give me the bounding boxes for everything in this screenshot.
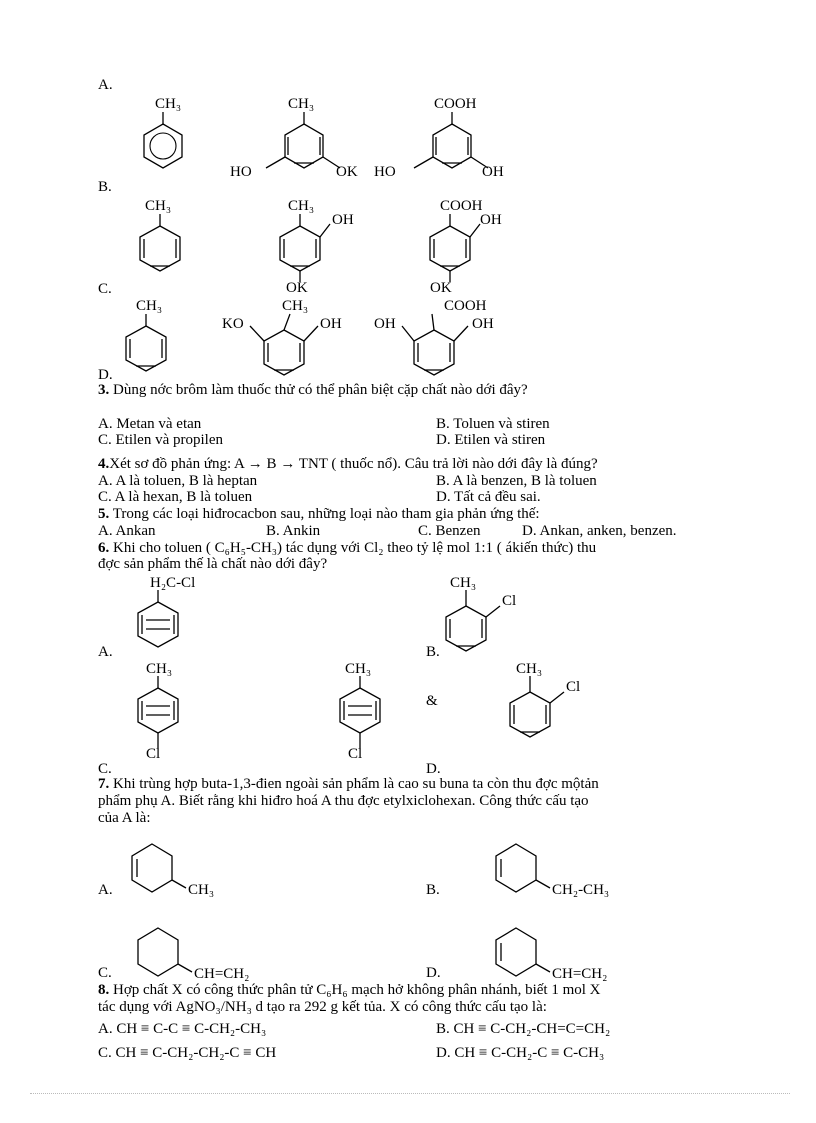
- page-bottom-divider: [30, 1093, 790, 1094]
- svg-text:OH: OH: [480, 212, 502, 228]
- svg-text:HO: HO: [374, 164, 396, 180]
- q4-option-b: B. A là benzen, B là toluen: [436, 473, 597, 489]
- svg-text:KO: KO: [222, 316, 244, 332]
- svg-text:CH₃: CH₃: [450, 575, 477, 591]
- ethylcyclohexene-structure: [486, 842, 636, 902]
- svg-text:Cl: Cl: [348, 746, 363, 762]
- methyl-diol-structure: [220, 296, 360, 386]
- svg-text:OH: OH: [332, 212, 354, 228]
- q4-option-c: C. A là hexan, B là toluen: [98, 489, 253, 505]
- svg-text:CH=CH₂: CH=CH₂: [552, 966, 608, 982]
- vinylcyclohexane-structure: [128, 926, 278, 986]
- q7-text-line3: của A là:: [98, 810, 151, 826]
- q5-text: 5. Trong các loại hiđrocacbon sau, những loại nào tham gia phản ứng thế:: [98, 506, 540, 522]
- q5-option-d: D. Ankan, anken, benzen.: [522, 523, 677, 539]
- svg-text:OK: OK: [286, 280, 308, 296]
- svg-text:CH₃: CH₃: [516, 661, 543, 677]
- q7-option-d-label: D.: [426, 965, 441, 981]
- q4-option-d: D. Tất cả đều sai.: [436, 489, 541, 505]
- q7-option-a-label: A.: [98, 882, 113, 898]
- svg-text:COOH: COOH: [444, 298, 487, 314]
- svg-text:COOH: COOH: [434, 96, 477, 112]
- q5-option-a: A. Ankan: [98, 523, 156, 539]
- svg-text:CH₃: CH₃: [146, 661, 173, 677]
- svg-text:OH: OH: [472, 316, 494, 332]
- p-chlorotoluene-structure: [330, 658, 410, 768]
- q4-text: 4.Xét sơ đồ phản ứng: A → B → TNT ( thuốc nổ). Câu trả lời nào dới đây là đúng?: [98, 456, 598, 472]
- o-chlorotoluene-structure: [492, 658, 602, 758]
- vinylcyclohexene-structure: [486, 926, 636, 986]
- option-a-label: A.: [98, 77, 113, 93]
- methyl-resorcinol-structure: [228, 92, 378, 187]
- q6-text-line1: 6. Khi cho toluen ( C₆H₅-CH₃) tác dụng với Cl₂ theo tỷ lệ mol 1:1 ( ákiến thức) thu: [98, 540, 597, 556]
- q4-option-a: A. A là toluen, B là heptan: [98, 473, 258, 489]
- q3-option-a: A. Metan và etan: [98, 416, 202, 432]
- q8-option-c: C. CH ≡ C-CH₂-CH₂-C ≡ CH: [98, 1045, 277, 1061]
- option-d-label: D.: [98, 367, 113, 383]
- q3-option-d: D. Etilen và stiren: [436, 432, 546, 448]
- toluene-structure: [130, 194, 210, 294]
- q5-option-b: B. Ankin: [266, 523, 321, 539]
- svg-text:HO: HO: [230, 164, 252, 180]
- q3-text: 3. Dùng nớc brôm làm thuốc thử có thể phân biệt cặp chất nào dới đây?: [98, 382, 528, 398]
- svg-text:Cl: Cl: [566, 679, 581, 695]
- q3-option-b: B. Toluen và stiren: [436, 416, 550, 432]
- svg-text:OH: OH: [374, 316, 396, 332]
- q8-option-d: D. CH ≡ C-CH₂-C ≡ C-CH₃: [436, 1045, 605, 1061]
- svg-text:H₂C-Cl: H₂C-Cl: [150, 575, 196, 591]
- p-chlorotoluene-structure: [128, 658, 208, 768]
- svg-text:CH₃: CH₃: [145, 198, 172, 214]
- benzyl-chloride-structure: [128, 572, 208, 662]
- q8-text-line1: 8. Hợp chất X có công thức phân tử C₆H₆ mạch hở không phân nhánh, biết 1 mol X: [98, 982, 601, 998]
- q6-option-a-label: A.: [98, 644, 113, 660]
- svg-text:Cl: Cl: [146, 746, 161, 762]
- svg-text:COOH: COOH: [440, 198, 483, 214]
- q7-option-c-label: C.: [98, 965, 112, 981]
- q6-option-b-label: B.: [426, 644, 440, 660]
- chlorotoluene-structure: [428, 572, 538, 662]
- option-c-label: C.: [98, 281, 112, 297]
- q5-option-c: C. Benzen: [418, 523, 481, 539]
- svg-text:CH₃: CH₃: [136, 298, 163, 314]
- q6-option-c-label: C.: [98, 761, 112, 777]
- toluene-structure: [130, 92, 210, 192]
- svg-text:CH₃: CH₃: [288, 198, 315, 214]
- hydroxybenzoic-structure: [372, 92, 522, 187]
- q8-option-a: A. CH ≡ C-C ≡ C-CH₂-CH₃: [98, 1021, 267, 1037]
- svg-text:OH: OH: [482, 164, 504, 180]
- q8-option-b: B. CH ≡ C-CH₂-CH=C=CH₂: [436, 1021, 611, 1037]
- svg-text:CH₃: CH₃: [188, 882, 215, 898]
- option-b-label: B.: [98, 179, 112, 195]
- svg-text:OH: OH: [320, 316, 342, 332]
- svg-text:CH₃: CH₃: [155, 96, 182, 112]
- q6-option-d-label: D.: [426, 761, 441, 777]
- svg-text:OK: OK: [430, 280, 452, 296]
- q6-text-line2: đợc sản phẩm thế là chất nào dới đây?: [98, 556, 328, 572]
- dihydroxybenzoic-structure: [372, 296, 522, 386]
- q3-option-c: C. Etilen và propilen: [98, 432, 223, 448]
- svg-text:CH₃: CH₃: [282, 298, 309, 314]
- svg-text:Cl: Cl: [502, 593, 517, 609]
- svg-text:OK: OK: [336, 164, 358, 180]
- q7-option-b-label: B.: [426, 882, 440, 898]
- q8-text-line2: tác dụng với AgNO₃/NH₃ d tạo ra 292 g kết tủa. X có công thức cấu tạo là:: [98, 999, 547, 1015]
- ampersand: &: [426, 693, 438, 709]
- q7-text-line1: 7. Khi trùng hợp buta-1,3-đien ngoài sản phẩm là cao su buna ta còn thu đợc mộtản: [98, 776, 599, 792]
- svg-text:CH₃: CH₃: [345, 661, 372, 677]
- toluene-structure: [118, 296, 198, 386]
- svg-text:CH=CH₂: CH=CH₂: [194, 966, 250, 982]
- svg-text:CH₂-CH₃: CH₂-CH₃: [552, 882, 610, 898]
- cresol-structure: [268, 194, 378, 294]
- svg-text:CH₃: CH₃: [288, 96, 315, 112]
- methylcyclohexene-structure: [122, 842, 232, 902]
- hydroxybenzoic-structure: [410, 194, 530, 294]
- q7-text-line2: phẩm phụ A. Biết rằng khi hiđro hoá A thu đợc etylxiclohexan. Công thức cấu tạo: [98, 793, 589, 809]
